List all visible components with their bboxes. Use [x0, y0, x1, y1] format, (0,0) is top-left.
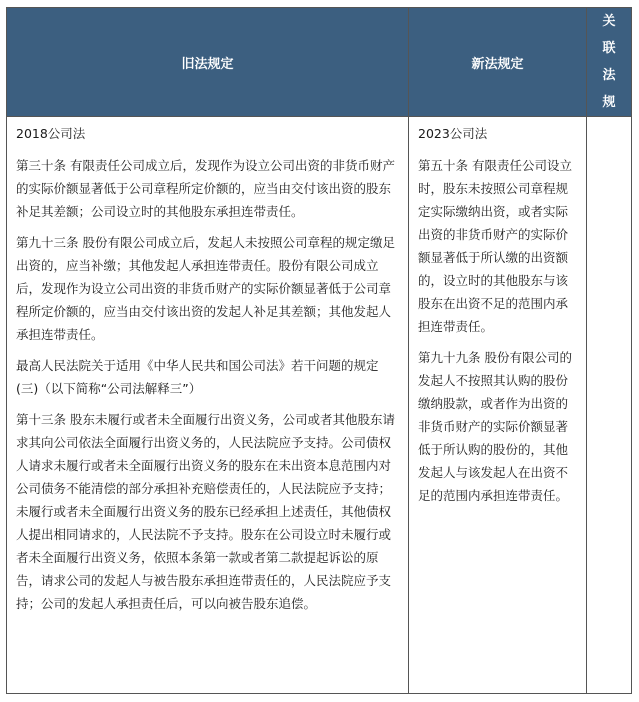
new-law-title: 2023公司法 [418, 126, 488, 141]
old-law-paragraph: 第三十条 有限责任公司成立后，发现作为设立公司出资的非货币财产的实际价额显著低于公司章程所定价额的，应当由交付该出资的股东补足其差额；公司设立时的其他股东承担连带责任。 [16, 158, 395, 219]
related-header-char: 联 [602, 41, 616, 56]
related-law-column-header [587, 8, 632, 117]
new-law-paragraph: 第九十九条 股份有限公司的发起人不按照其认购的股份缴纳股款，或者作为出资的非货币财产的实际价额显著低于所认购的股份的，其他发起人与该发起人在出资不足的范围内承担连带责任。 [418, 350, 572, 503]
old-law-column-header: 旧法规定 [7, 8, 409, 117]
old-law-paragraph: 第九十三条 股份有限公司成立后，发起人未按照公司章程的规定缴足出资的，应当补缴；其他发起人承担连带责任。股份有限公司成立后，发现作为设立公司出资的非货币财产的实际价额显著低于公司章程所定价额的，应当由交付该出资的发起人补足其差额；其他发起人承担连带责任。 [16, 235, 395, 342]
new-law-cell [409, 117, 587, 694]
old-law-paragraph: 最高人民法院关于适用《中华人民共和国公司法》若干问题的规定(三)（以下简称“公司法解释三”） [16, 358, 379, 396]
old-law-title: 2018公司法 [16, 126, 86, 141]
law-comparison-table [6, 7, 632, 694]
related-header-char: 法 [602, 68, 616, 83]
related-header-char: 规 [602, 95, 616, 110]
new-law-paragraph: 第五十条 有限责任公司设立时，股东未按照公司章程规定实际缴纳出资，或者实际出资的非货币财产的实际价额显著低于所认缴的出资额的，设立时的其他股东与该股东在出资不足的范围内承担连带责任。 [418, 158, 572, 334]
comparison-table-wrapper [6, 7, 631, 694]
new-law-column-header: 新法规定 [409, 8, 587, 117]
table-header-row [7, 8, 632, 117]
old-law-paragraph: 第十三条 股东未履行或者未全面履行出资义务，公司或者其他股东请求其向公司依法全面履行出资义务的，人民法院应予支持。公司债权人请求未履行或者未全面履行出资义务的股东在未出资本息范围内对公司债务不能清偿的部分承担补充赔偿责任的，人民法院应予支持；未履行或者未全面履行出资义务的股东已经承担上述责任，其他债权人提出相同请求的，人民法院不予支持。股东在公司设立时未履行或者未全面履行出资义务，依照本条第一款或者第二款提起诉讼的原告，请求公司的发起人与被告股东承担连带责任的，人民法院应予支持；公司的发起人承担责任后，可以向被告股东追偿。 [16, 412, 395, 611]
related-header-char: 关 [602, 14, 616, 29]
table-row [7, 117, 632, 694]
related-law-cell [587, 117, 632, 694]
old-law-cell [7, 117, 409, 694]
